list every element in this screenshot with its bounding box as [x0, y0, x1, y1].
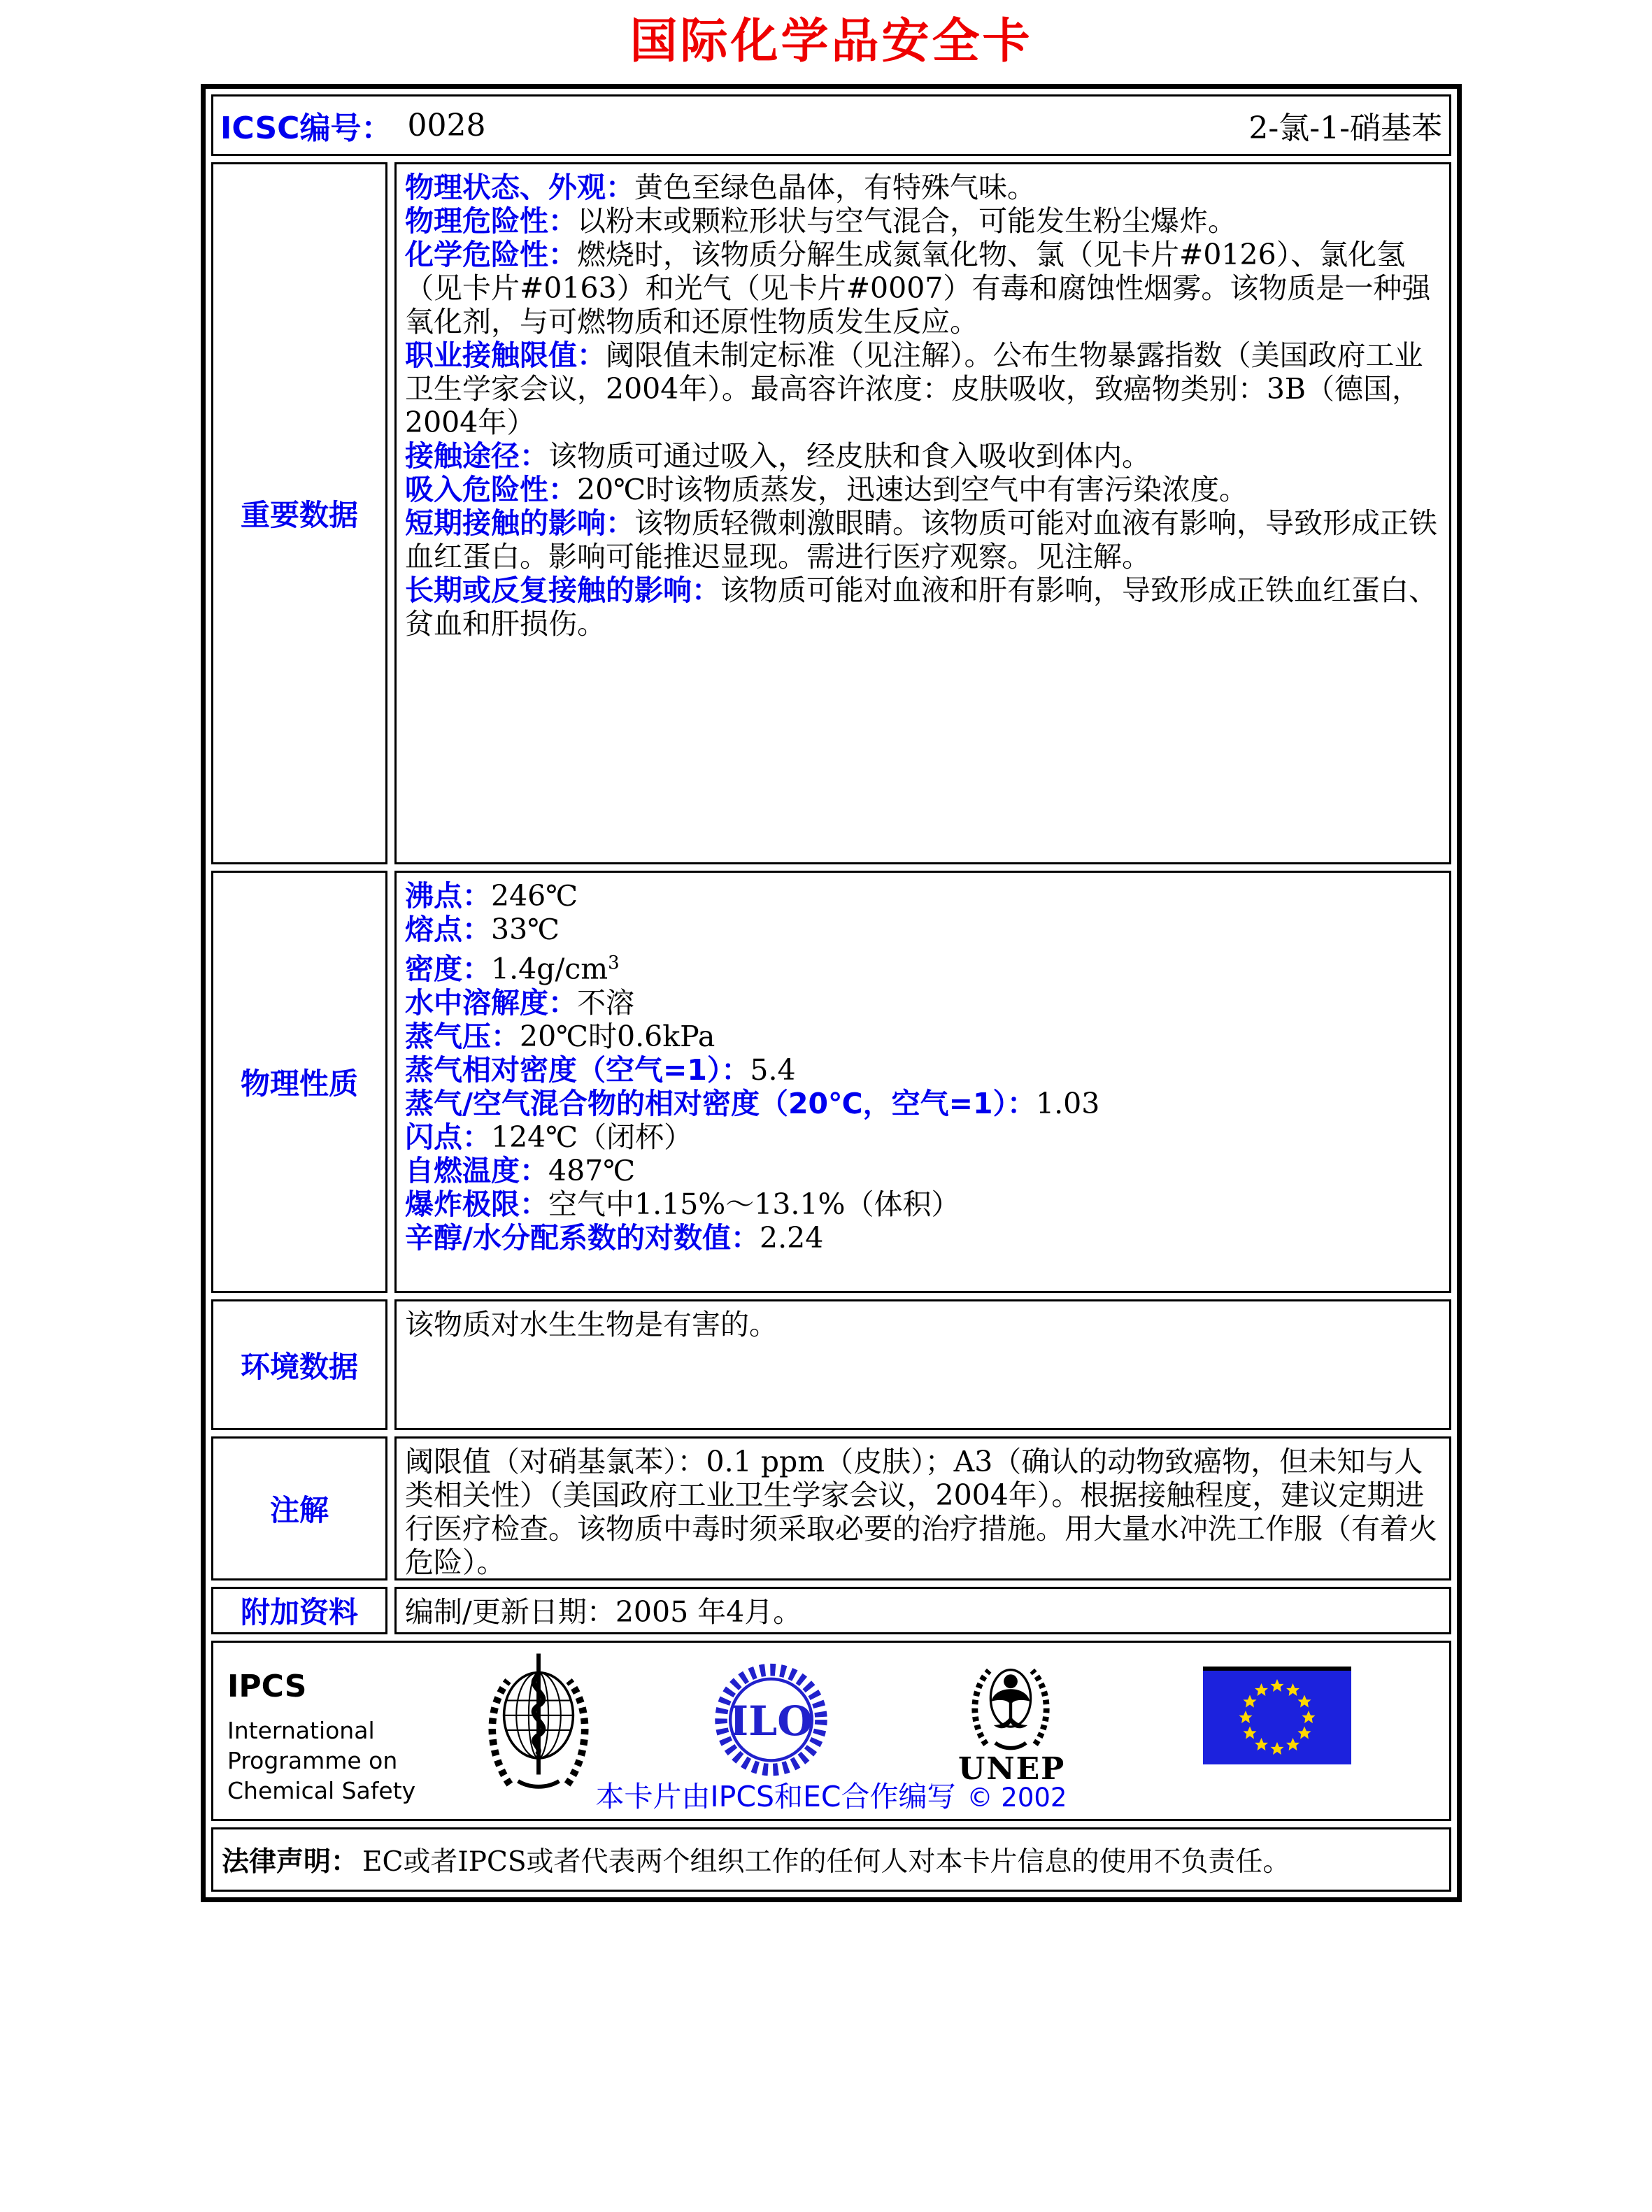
- physical-property: 密度：$1.4g/cm^3$: [405, 952, 620, 986]
- chemical-name: 2-氯-1-硝基苯: [1248, 110, 1442, 146]
- unep-wordmark: UNEP: [958, 1751, 1066, 1787]
- physical-property: 辛醇/水分配系数的对数值：2.24: [405, 1220, 824, 1255]
- ilo-emblem-icon: [710, 1655, 832, 1791]
- important-item: 物理状态、外观：黄色至绿色晶体，有特殊气味。: [405, 171, 1036, 204]
- physical-properties-row-label: 物理性质: [211, 871, 387, 1293]
- important-item: 长期或反复接触的影响：该物质可能对血液和肝有影响，导致形成正铁血红蛋白、贫血和肝损伤。: [405, 573, 1437, 641]
- important-item: 物理危险性：以粉末或颗粒形状与空气混合，可能发生粉尘爆炸。: [405, 204, 1237, 238]
- additional-info-row-label: 附加资料: [211, 1587, 387, 1634]
- physical-property: 水中溶解度：不溶: [405, 985, 634, 1020]
- cooperation-caption: [213, 1774, 1449, 1815]
- legal-notice-label: 法律声明：: [222, 1846, 359, 1878]
- organizations-logos-row: [211, 1641, 1451, 1821]
- notes-content: [394, 1436, 1451, 1580]
- environmental-data-text: 该物质对水生生物是有害的。: [405, 1308, 778, 1341]
- density-superscript: 3: [608, 952, 620, 973]
- who-emblem-icon: [472, 1651, 605, 1794]
- ipcs-acronym: IPCS: [227, 1669, 307, 1704]
- important-data-content: [394, 162, 1451, 864]
- environmental-data-row-label: 环境数据: [211, 1299, 387, 1430]
- physical-property: 自燃温度：487℃: [405, 1153, 636, 1187]
- physical-property: 蒸气/空气混合物的相对密度（20℃，空气=1）：1.03: [405, 1086, 1100, 1120]
- important-data-row-label: 重要数据: [211, 162, 387, 864]
- icsc-card-table: [201, 84, 1462, 1902]
- ipcs-line: International: [227, 1717, 375, 1744]
- physical-property: 蒸气相对密度（空气=1）：5.4: [405, 1053, 796, 1087]
- physical-properties-content: [394, 871, 1451, 1293]
- ipcs-line: Chemical Safety: [227, 1777, 416, 1804]
- notes-text: 阈限值（对硝基氯苯）：0.1 ppm（皮肤）；A3（确认的动物致癌物，但未知与人类相关性）（美国政府工业卫生学家会议，2004年）。根据接触程度，建议定期进行医疗检查。该物质中毒时须采取必要的治疗措施。用大量水冲洗工作服（有着火危险）。: [405, 1445, 1437, 1579]
- important-item: 化学危险性：燃烧时，该物质分解生成氮氧化物、氯（见卡片#0126）、氯化氢（见卡片#0163）和光气（见卡片#0007）有毒和腐蚀性烟雾。该物质是一种强氧化剂，与可燃物质和还原性物质发生反应。: [405, 238, 1431, 338]
- physical-property: 沸点：246℃: [405, 879, 578, 913]
- unep-emblem-icon: [958, 1651, 1066, 1787]
- additional-info-text: 编制/更新日期：2005 年4月。: [405, 1595, 802, 1629]
- important-item: 职业接触限值：阈限值未制定标准（见注解）。公布生物暴露指数（美国政府工业卫生学家会议，2004年）。最高容许浓度：皮肤吸收，致癌物类别：3B（德国，2004年）: [405, 338, 1423, 439]
- legal-notice-row: [211, 1827, 1451, 1892]
- physical-property: 熔点：33℃: [405, 913, 560, 946]
- icsc-number-label: ICSC编号：: [220, 110, 392, 146]
- page-title: 国际化学品安全卡: [629, 14, 1033, 69]
- important-item: 吸入危险性：20℃时该物质蒸发，迅速达到空气中有害污染浓度。: [405, 473, 1248, 506]
- ipcs-line: Programme on: [227, 1747, 398, 1774]
- legal-notice-text: EC或者IPCS或者代表两个组织工作的任何人对本卡片信息的使用不负责任。: [362, 1846, 1290, 1878]
- ilo-letters: ILO: [729, 1696, 813, 1745]
- notes-row-label: 注解: [211, 1436, 387, 1580]
- environmental-data-content: [394, 1299, 1451, 1430]
- cooperation-caption-text: 本卡片由IPCS和EC合作编写: [595, 1780, 956, 1813]
- important-item: 接触途径：该物质可通过吸入，经皮肤和食入吸收到体内。: [405, 439, 1151, 473]
- physical-property: 蒸气压：20℃时0.6kPa: [405, 1019, 715, 1053]
- card-header-row: [211, 94, 1451, 156]
- physical-property: 爆炸极限：空气中1.15%～13.1%（体积）: [405, 1187, 960, 1221]
- important-item: 短期接触的影响：该物质轻微刺激眼睛。该物质可能对血液有影响，导致形成正铁血红蛋白。影响可能推迟显现。需进行医疗观察。见注解。: [405, 506, 1437, 573]
- physical-property: 闪点：124℃（闭杯）: [405, 1120, 693, 1154]
- icsc-number-value: 0028: [407, 107, 486, 143]
- copyright-text: © 2002: [967, 1783, 1067, 1813]
- additional-info-content: [394, 1587, 1451, 1634]
- eu-flag-icon: [1203, 1667, 1351, 1767]
